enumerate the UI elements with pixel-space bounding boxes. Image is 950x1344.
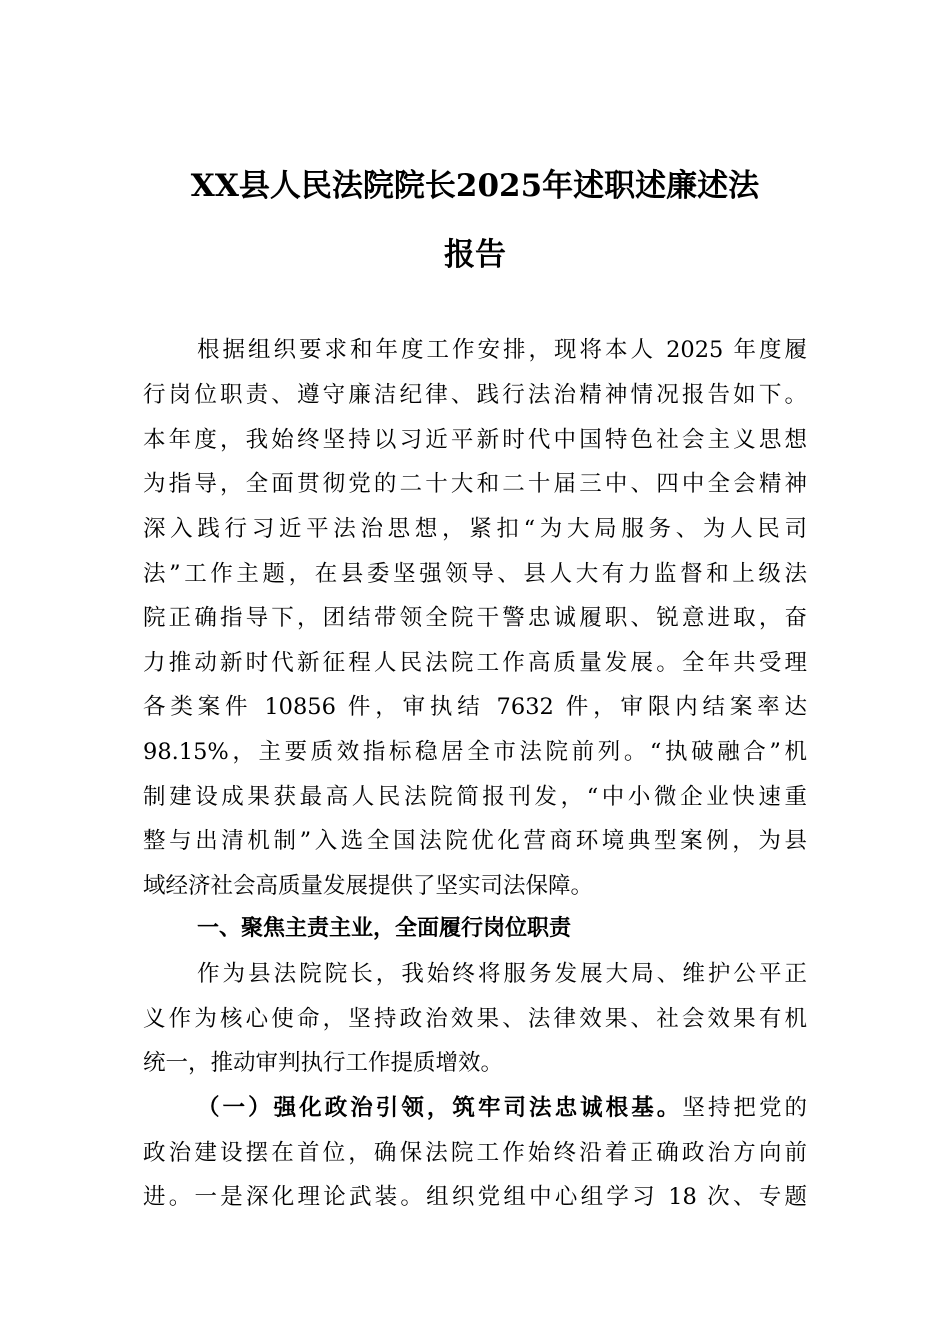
text-line: 统一，推动审判执行工作提质增效。	[143, 1050, 504, 1076]
text-line: 各类案件 10856 件，审执结 7632 件，审限内结案率达	[143, 694, 807, 720]
text-line: 根据组织要求和年度工作安排，现将本人 2025 年度履	[197, 337, 807, 363]
text-line: 行岗位职责、遵守廉洁纪律、践行法治精神情况报告如下。	[143, 382, 807, 408]
document-title-line-2: 报告	[444, 237, 506, 273]
text-line: 为指导，全面贯彻党的二十大和二十届三中、四中全会精神	[143, 471, 807, 497]
text-line	[197, 1093, 807, 1123]
text-line: 域经济社会高质量发展提供了坚实司法保障。	[143, 873, 594, 899]
subsection-heading: （一）强化政治引领，筑牢司法忠诚根基。	[197, 1095, 683, 1121]
text-line: 义作为核心使命，坚持政治效果、法律效果、社会效果有机	[143, 1006, 807, 1032]
text-line: 进。一是深化理论武装。组织党组中心组学习 18 次、专题	[143, 1184, 807, 1210]
document-title-line-1: XX县人民法院院长2025年述职述廉述法	[190, 168, 760, 204]
section-heading: 一、聚焦主责主业，全面履行岗位职责	[197, 916, 572, 941]
text-line: 院正确指导下，团结带领全院干警忠诚履职、锐意进取，奋	[143, 605, 807, 631]
text-line: 制建设成果获最高人民法院简报刊发，“中小微企业快速重	[143, 784, 807, 810]
text-line: 法”工作主题，在县委坚强领导、县人大有力监督和上级法	[143, 561, 807, 587]
text-line: 力推动新时代新征程人民法院工作高质量发展。全年共受理	[143, 650, 807, 676]
text-line: 98.15%，主要质效指标稳居全市法院前列。“执破融合”机	[143, 739, 807, 765]
text-line: 政治建设摆在首位，确保法院工作始终沿着正确政治方向前	[143, 1140, 807, 1166]
text-span: 坚持把党的	[682, 1095, 807, 1121]
text-line: 本年度，我始终坚持以习近平新时代中国特色社会主义思想	[143, 427, 807, 453]
text-line: 深入践行习近平法治思想，紧扣“为大局服务、为人民司	[143, 516, 807, 542]
text-line: 作为县法院院长，我始终将服务发展大局、维护公平正	[197, 961, 807, 987]
text-line: 整与出清机制”入选全国法院优化营商环境典型案例，为县	[143, 828, 807, 854]
